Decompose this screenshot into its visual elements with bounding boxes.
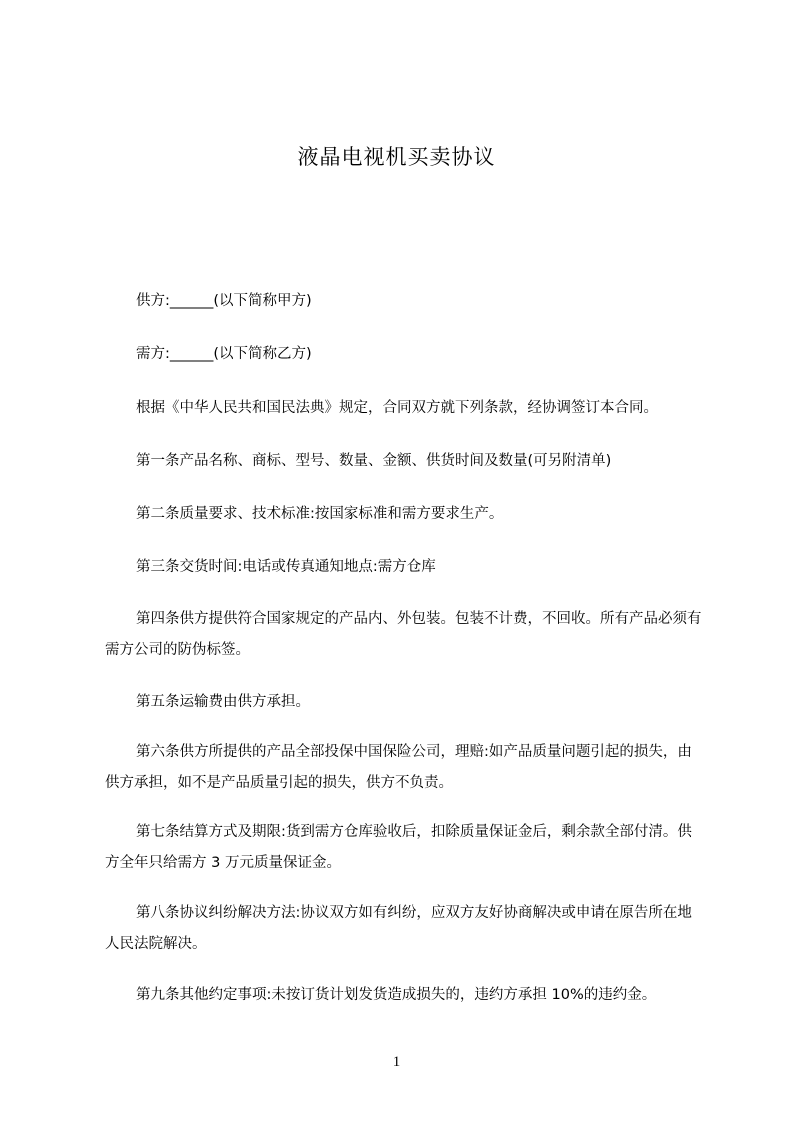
page-number: 1: [392, 1054, 401, 1070]
paragraph-article-1: 第一条产品名称、商标、型号、数量、金额、供货时间及数量(可另附清单): [136, 453, 612, 469]
paragraph-buyer: 需方:______(以下简称乙方): [136, 346, 312, 362]
paragraph-supplier: 供方:______(以下简称甲方): [136, 293, 312, 309]
paragraph-article-2: 第二条质量要求、技术标准:按国家标准和需方要求生产。: [136, 506, 504, 522]
paragraph-article-6: 第六条供方所提供的产品全部投保中国保险公司，理赔:如产品质量问题引起的损失，由供方承担，如不是产品质量引起的损失，供方不负责。: [105, 744, 692, 791]
paragraph-preamble: 根据《中华人民共和国民法典》规定，合同双方就下列条款，经协调签订本合同。: [136, 400, 658, 416]
paragraph-article-9: 第九条其他约定事项:未按订货计划发货造成损失的，违约方承担 10%的违约金。: [136, 987, 657, 1003]
paragraph-article-8: 第八条协议纠纷解决方法:协议双方如有纠纷，应双方友好协商解决或申请在原告所在地人民法院解决。: [105, 905, 692, 952]
paragraph-article-3: 第三条交货时间:电话或传真通知地点:需方仓库: [136, 559, 436, 575]
paragraph-article-5: 第五条运输费由供方承担。: [136, 694, 310, 710]
document-title: 液晶电视机买卖协议: [297, 145, 496, 169]
paragraph-article-4: 第四条供方提供符合国家规定的产品内、外包装。包装不计费，不回收。所有产品必须有需方公司的防伪标签。: [105, 611, 702, 658]
paragraph-article-7: 第七条结算方式及期限:货到需方仓库验收后，扣除质量保证金后，剩余款全部付清。供方全年只给需方 3 万元质量保证金。: [105, 824, 692, 871]
